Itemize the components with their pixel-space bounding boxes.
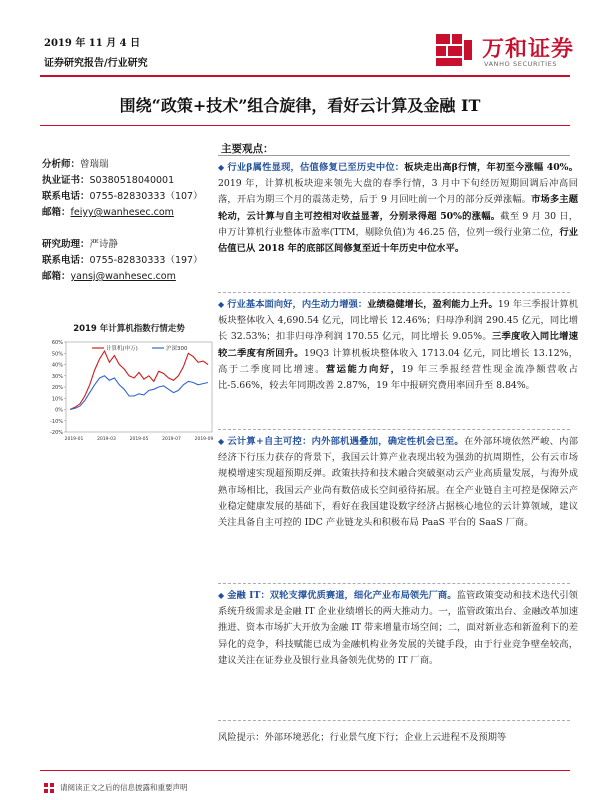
section-fundamentals: ◆ 行业基本面向好，内生动力增强：业绩稳健增长，盈利能力上升。19 年三季报计算机板块整体收入 4,690.54 亿元，同比增长 12.46%；归母净利润 290.45 亿元，同比增长 32.53%；扣非归母净利润 170.55 亿元，同比增长 9.05%。三季度收入同比增速较二季度有所回升。19Q3 计算机板块整体收入 1713.04 亿元，同比增长 13.12%，高于二季度同比增速。营运能力向好，19 年三季报经营性现金流净额营收占比-5.66%，较去年同期改善 2.87%，19 年中报研究费用率回升至 8.84%。 bbox=[218, 299, 578, 392]
analyst-email-row: 邮箱：feiyy@wanhesec.com bbox=[42, 207, 174, 218]
section-divider bbox=[218, 583, 570, 584]
diamond-bullet-icon: ◆ bbox=[218, 163, 225, 172]
legend-label: 沪深300 bbox=[166, 346, 188, 352]
diamond-bullet-icon: ◆ bbox=[218, 591, 225, 600]
assistant-name-row: 研究助理：严诗静 bbox=[42, 239, 119, 250]
section-cloud: ◆ 云计算+自主可控：内外部机遇叠加，确定性机会已至。在外部环境依然严峻、内部经济下行压力获存的背景下，我国云计算产业表现出较为强劲的抗周期性，公有云市场规模增速实现超预期反弹。政策扶持和技术融合突破驱动云产业高质量发展，与海外成熟市场相比，我国云产业尚有数倍成长空间亟待拓展。在全产业链自主可控是保障云产业稳定健康发展的基础下，看好在我国建设数字经济占据核心地位的云计算领域，建议关注具备自主可控的 IDC 产业链龙头和积极布局 PaaS 平台的 SaaS 厂商。 bbox=[218, 436, 578, 529]
y-tick-label: 30% bbox=[51, 373, 63, 380]
risk-warning: 风险提示：外部环境恶化；行业景气度下行；企业上云进程不及预期等 bbox=[218, 732, 507, 743]
main-points-heading: 主要观点： bbox=[221, 143, 274, 155]
x-tick-label: 2019-05 bbox=[129, 437, 149, 442]
assistant-email-row: 邮箱：yansj@wanhesec.com bbox=[42, 271, 176, 282]
assistant-email-link[interactable]: yansj@wanhesec.com bbox=[70, 271, 176, 282]
header-divider bbox=[40, 75, 570, 77]
chart-frame bbox=[66, 342, 212, 432]
y-tick-label: 60% bbox=[51, 340, 63, 346]
diamond-bullet-icon: ◆ bbox=[218, 300, 225, 309]
y-tick-label: -10% bbox=[50, 418, 63, 425]
logo-text-cn: 万和证券 bbox=[482, 37, 575, 62]
footer-dots-icon bbox=[44, 783, 54, 793]
section-fintech: ◆ 金融 IT：双轮支撑优质赛道，细化产业布局领先厂商。监管政策变动和技术迭代引领系统升级需求是金融 IT 企业业绩增长的两大推动力。一，监管政策出台、金融改革加速推进、资本市场扩大开放为金融 IT 带来增量市场空间；二，面对新业态和新盈利下的差异化的竞争，科技赋能已成为金融机构业务发展的关键手段，由于行业竞争壁垒较高，建议关注在证券业及银行业具备领先优势的 IT 厂商。 bbox=[218, 590, 578, 666]
chart-title: 2019 年计算机指数行情走势 bbox=[73, 324, 185, 334]
x-tick-label: 2019-07 bbox=[162, 437, 181, 442]
y-tick-label: 50% bbox=[51, 351, 63, 358]
diamond-bullet-icon: ◆ bbox=[218, 437, 225, 446]
assistant-phone-row: 联系电话：0755-82830333（197） bbox=[42, 255, 203, 266]
analyst-name-row: 分析师：曾瑞瑞 bbox=[42, 159, 109, 170]
logo-text-en: VANHO SECURITIES bbox=[484, 60, 558, 68]
x-tick-label: 2019-03 bbox=[97, 437, 116, 442]
y-tick-label: 20% bbox=[51, 385, 63, 391]
analyst-info bbox=[42, 157, 212, 285]
y-tick-label: 40% bbox=[51, 362, 63, 369]
series-line-computer bbox=[70, 351, 208, 410]
report-title: 围绕“政策+技术”组合旋律，看好云计算及金融 IT bbox=[119, 96, 481, 115]
analyst-email-link[interactable]: feiyy@wanhesec.com bbox=[70, 207, 174, 218]
analyst-phone-row: 联系电话：0755-82830333（107） bbox=[42, 191, 203, 202]
x-tick-label: 2019-01 bbox=[64, 437, 84, 442]
legend-label: 计算机(申万) bbox=[106, 346, 138, 352]
y-tick-label: -20% bbox=[50, 430, 63, 436]
index-trend-chart bbox=[40, 336, 216, 446]
x-tick-label: 2019-09 bbox=[194, 437, 214, 442]
disclaimer-note: 请阅读正文之后的信息披露和重要声明 bbox=[60, 783, 188, 792]
section-divider bbox=[218, 429, 570, 430]
company-logo bbox=[432, 32, 575, 72]
y-tick-label: 0% bbox=[55, 407, 63, 414]
section-divider bbox=[218, 292, 570, 293]
logo-mark-icon bbox=[432, 32, 476, 68]
section-divider bbox=[218, 720, 570, 721]
report-date: 2019 年 11 月 4 日 bbox=[44, 38, 141, 49]
main-head-divider bbox=[218, 155, 570, 156]
report-type: 证券研究报告/行业研究 bbox=[44, 58, 148, 69]
footer-divider bbox=[40, 770, 570, 771]
title-divider bbox=[40, 125, 570, 126]
analyst-cert-row: 执业证书：S0380518040001 bbox=[42, 175, 175, 186]
section-valuation: ◆ 行业β属性显现，估值修复已至历史中位：板块走出高β行情，年初至今涨幅 40%。2019 年，计算机板块迎来领先大盘的春季行情，3 月中下旬经历短期回调后冲高回落，开启为期三个月的震荡走势，后于 9 月回吐前一个月的部分反弹涨幅。市场多主题轮动，云计算与自主可控相对收益显著，分别录得超 50%的涨幅。截至 9 月 30 日，申万计算机行业整体市盈率(TTM，剔除负值)为 46.25 倍，位列一级行业第二位，行业估值已从 2018 年的底部区间修复至近十年历史中位水平。 bbox=[218, 162, 578, 255]
y-tick-label: 10% bbox=[51, 396, 63, 403]
